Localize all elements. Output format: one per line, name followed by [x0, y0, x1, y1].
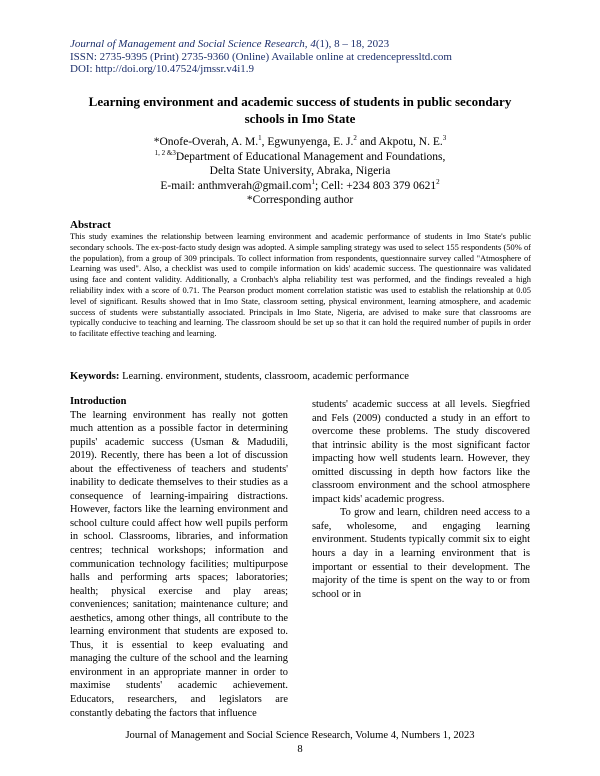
journal-issn: ISSN: 2735-9395 (Print) 2735-9360 (Online) Available online at credencepressltd.com: [70, 50, 452, 63]
journal-header: [70, 38, 540, 76]
column-right: [312, 398, 530, 601]
author-1-sup: 1: [258, 134, 262, 143]
affiliation-sup: 1, 2 &3: [154, 148, 176, 157]
abstract-body: This study examines the relationship between learning environment and academic performance of students in Imo State's public secondary schools. The ex-post-facto study design was adopted. A simple sampling strategy was used to select 155 respondents (50% of the population), from a group of 309 principals. To collect information from respondents, questionnaire survey called "Atmosphere of Learning was used". Also, a checklist was used to compile information on kids' academic success. The questionnaire was validated using face and content validity. Additionally, a Cronbach's alpha reliability test was performed, and the findings revealed a high reliability index with a score of 0.71. The Pearson product moment correlation statistic was used to establish the relationship at 0.05 level of significant. Results showed that in Imo State, classroom setting, physical environment, learning atmosphere, and academic success of students were substantially associated. Principals in Imo State, Nigeria, are advised to make sure that classrooms are typically conducive to teaching and learning. The classroom should be set up so that it can hold the required number of pupils in order to facilitate effective teaching and learning.: [70, 231, 531, 339]
journal-citation-volume: 4: [310, 38, 316, 50]
footer-journal: Journal of Management and Social Science Research, Volume 4, Numbers 1, 2023: [125, 730, 475, 741]
affiliation-line-2: Delta State University, Abraka, Nigeria: [209, 165, 391, 177]
keywords-label: Keywords:: [70, 371, 120, 382]
introduction-paragraph-1: The learning environment has really not gotten much attention as a possible factor in determining pupils' academic success (Usman & Madudili, 2019). Recently, there has been a lot of discussion about the effectiveness of teachers and students' inability to dedicate themselves to their studies as a consequence of learning-impairing distractions. However, factors like the learning environment and school culture could affect how well pupils perform in school. Classrooms, libraries, and information centres; technical workshops; information and communication technology facilities; multipurpose halls and performing arts spaces; laboratories; health; physical exercise and play areas; conveniences; sanitation; maintenance culture; and aesthetics, among other things, all contribute to the learning environment that students are exposed to. Thus, it is essential to keep evaluating and managing the culture of the school and the learning environment in an appropriate manner in order to maximise students' academic achievement. Educators, researchers, and legislators are constantly debating the factors that influence: [70, 409, 288, 719]
author-2-sup: 2: [353, 134, 357, 143]
journal-doi: DOI: http://doi.org/10.47524/jmssr.v4i1.9: [70, 63, 255, 75]
contact-email: E-mail: anthmverah@gmail.com: [160, 179, 312, 192]
author-names: [70, 135, 530, 150]
page-number: 8: [297, 743, 303, 755]
contact-line: [70, 179, 530, 194]
column-left: [70, 395, 288, 720]
introduction-heading: Introduction: [70, 396, 127, 407]
affiliation-department: Department of Educational Management and Foundations,: [175, 150, 446, 163]
contact-cell-sup: 2: [436, 177, 440, 186]
abstract-heading: Abstract: [70, 219, 111, 231]
author-3-sup: 3: [442, 134, 447, 143]
author-1: *Onofe-Overah, A. M.: [153, 136, 259, 148]
author-2: , Egwunyenga, E. J.: [261, 136, 354, 148]
contact-email-sup: 1: [311, 177, 315, 186]
keywords: [70, 370, 540, 383]
author-3: and Akpotu, N. E.: [356, 136, 443, 148]
introduction-paragraph-1-continued: students' academic success at all levels. Siegfried and Fels (2009) conducted a study in an effort to overcome these problems. The study discovered that intrinsic ability is the most significant factor impacting how well students learn. However, they omitted discussing in depth how factors like the classroom environment and the school atmosphere impact kids' academic progress.: [312, 399, 530, 505]
paper-title: Learning environment and academic success of students in public secondary schools in Imo State: [88, 94, 512, 126]
contact-cell: ; Cell: +234 803 379 0621: [314, 179, 437, 192]
journal-citation: [70, 38, 540, 51]
page-footer: [70, 729, 530, 756]
introduction-paragraph-2: To grow and learn, children need access to a safe, wholesome, and engaging learning environment. Students typically commit six to eight hours a day in a learning environment that is important or essential to their development. The majority of the time is spent on the way to or from school or in: [312, 507, 530, 600]
corresponding-author: *Corresponding author: [246, 194, 354, 206]
author-block: [70, 135, 530, 208]
journal-citation-rest: (1), 8 – 18, 2023: [315, 38, 390, 50]
journal-citation-name: Journal of Management and Social Science Research,: [70, 38, 308, 50]
keywords-text: Learning. environment, students, classroom, academic performance: [119, 371, 409, 382]
affiliation-line-1: [70, 150, 530, 165]
